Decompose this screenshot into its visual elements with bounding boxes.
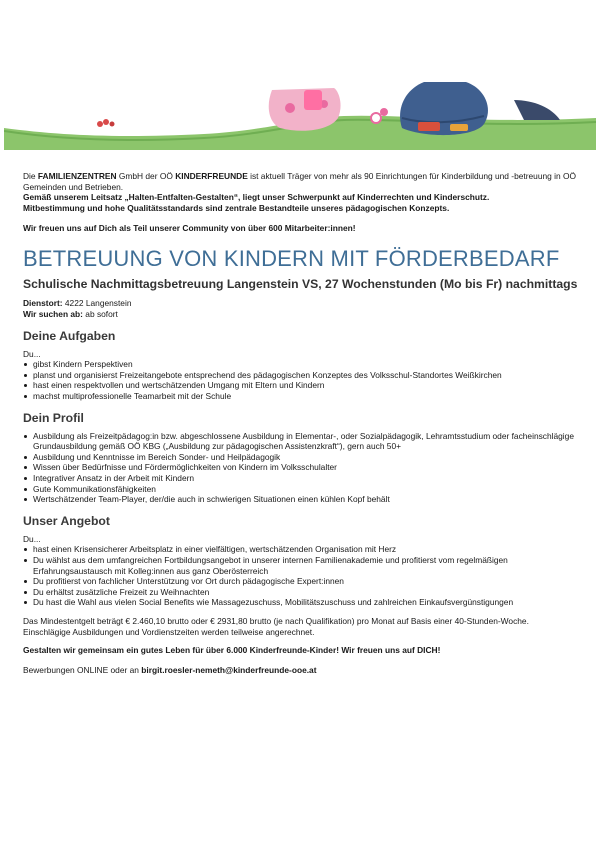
list-item: Du hast die Wahl aus vielen Social Benefits wie Massagezuschuss, Mobilitätszuschuss und zahlreichen Einkaufsvergünstigungen bbox=[33, 597, 578, 608]
job-title: BETREUUNG VON KINDERN MIT FÖRDERBEDARF bbox=[23, 245, 560, 271]
list-item: Du wählst aus dem umfangreichen Fortbildungsangebot in unserer internen Familienakademie und profitierst vom regelmäßigen Erfahrungsaustausch mit Kolleg:innen aus ganz Oberösterreich bbox=[33, 555, 578, 576]
intro-paragraph: Die FAMILIENZENTREN GmbH der OÖ KINDERFREUNDE ist aktuell Träger von mehr als 90 Einrichtungen für Kinderbildung und -betreuung in OÖ Gemeinden und Betrieben. bbox=[23, 171, 576, 192]
list-item: Ausbildung und Kenntnisse im Bereich Sonder- und Heilpädagogik bbox=[33, 452, 578, 463]
list-item: machst multiprofessionelle Teamarbeit mit der Schule bbox=[33, 391, 578, 402]
list-item: Du profitierst von fachlicher Unterstützung vor Ort durch pädagogische Expert:innen bbox=[33, 576, 578, 587]
org-name: FAMILIENZENTREN bbox=[37, 171, 117, 181]
apply-email[interactable]: birgit.roesler-nemeth@kinderfreunde-ooe.at bbox=[141, 664, 317, 675]
intro-text-2: ist aktuell Träger von mehr als 90 Einrichtungen für Kinderbildung und -betreuung in OÖ Gemeinden und Betrieben. bbox=[23, 171, 576, 192]
tasks-list bbox=[23, 359, 578, 401]
profile-heading: Dein Profil bbox=[23, 410, 84, 425]
children-illustration bbox=[4, 0, 596, 150]
list-item: Du erhältst zusätzliche Freizeit zu Weihnachten bbox=[33, 587, 578, 598]
profile-list bbox=[23, 431, 578, 505]
job-meta bbox=[23, 298, 578, 319]
location-line bbox=[23, 298, 578, 309]
tasks-lead: Du... bbox=[23, 348, 41, 359]
apply-text: Bewerbungen ONLINE oder an bbox=[23, 664, 142, 675]
start-value: ab sofort bbox=[82, 309, 118, 320]
offer-lead: Du... bbox=[23, 533, 41, 544]
intro-block bbox=[23, 171, 578, 234]
closing-statement: Gestalten wir gemeinsam ein gutes Leben für über 6.000 Kinderfreunde-Kinder! Wir freuen uns auf DICH! bbox=[23, 645, 441, 656]
community-sentence: Wir freuen uns auf Dich als Teil unserer Community von über 600 Mitarbeiter:innen! bbox=[23, 223, 356, 234]
location-value: 4222 Langenstein bbox=[62, 298, 132, 309]
list-item: Ausbildung als Freizeitpädagog:in bzw. abgeschlossene Ausbildung in Elementar-, oder Sozialpädagogik, Lehramtsstudium oder facheinschlägige Grundausbildung gemäß OÖ KBG („Ausbildung zur pädagogischen Assistenzkraft“), gern auch 50+ bbox=[33, 431, 578, 452]
salary-note: Einschlägige Ausbildungen und Vordienstzeiten werden teilweise angerechnet. bbox=[23, 626, 315, 637]
start-label: Wir suchen ab: bbox=[23, 309, 83, 320]
job-subtitle: Schulische Nachmittagsbetreuung Langenstein VS, 27 Wochenstunden (Mo bis Fr) nachmittags bbox=[23, 276, 578, 291]
list-item: Integrativer Ansatz in der Arbeit mit Kindern bbox=[33, 473, 578, 484]
tasks-heading: Deine Aufgaben bbox=[23, 328, 116, 343]
header-illustration bbox=[4, 0, 596, 150]
values-sentence: Mitbestimmung und hohe Qualitätsstandards sind zentrale Bestandteile unseres pädagogischen Konzepts. bbox=[23, 202, 450, 213]
list-item: gibst Kindern Perspektiven bbox=[33, 359, 578, 370]
offer-heading: Unser Angebot bbox=[23, 513, 110, 528]
salary-line: Das Mindestentgelt beträgt € 2.460,10 brutto oder € 2931,80 brutto (je nach Qualifikation) pro Monat auf Basis einer 40-Stunden-Woche. bbox=[23, 615, 529, 626]
location-label: Dienstort: bbox=[23, 298, 63, 309]
motto-sentence: Gemäß unserem Leitsatz „Halten-Entfalten-Gestalten“, liegt unser Schwerpunkt auf Kinderrechten und Kinderschutz. bbox=[23, 192, 490, 203]
list-item: Wissen über Bedürfnisse und Fördermöglichkeiten von Kindern im Volksschulalter bbox=[33, 462, 578, 473]
org-brand: KINDERFREUNDE bbox=[175, 171, 248, 181]
list-item: Gute Kommunikationsfähigkeiten bbox=[33, 484, 578, 495]
list-item: hast einen Krisensicherer Arbeitsplatz in einer vielfältigen, wertschätzenden Organisation mit Herz bbox=[33, 544, 578, 555]
offer-list bbox=[23, 544, 578, 608]
intro-text-1: GmbH der OÖ bbox=[116, 171, 176, 181]
list-item: Wertschätzender Team-Player, der/die auch in schwierigen Situationen einen kühlen Kopf behält bbox=[33, 494, 578, 505]
salary-block bbox=[23, 616, 578, 637]
apply-line bbox=[23, 665, 578, 676]
list-item: hast einen respektvollen und wertschätzenden Umgang mit Eltern und Kindern bbox=[33, 380, 578, 391]
list-item: planst und organisierst Freizeitangebote entsprechend des pädagogischen Konzeptes des Volksschul-Standortes Weißkirchen bbox=[33, 370, 578, 381]
job-posting bbox=[23, 171, 578, 675]
start-line bbox=[23, 309, 578, 320]
